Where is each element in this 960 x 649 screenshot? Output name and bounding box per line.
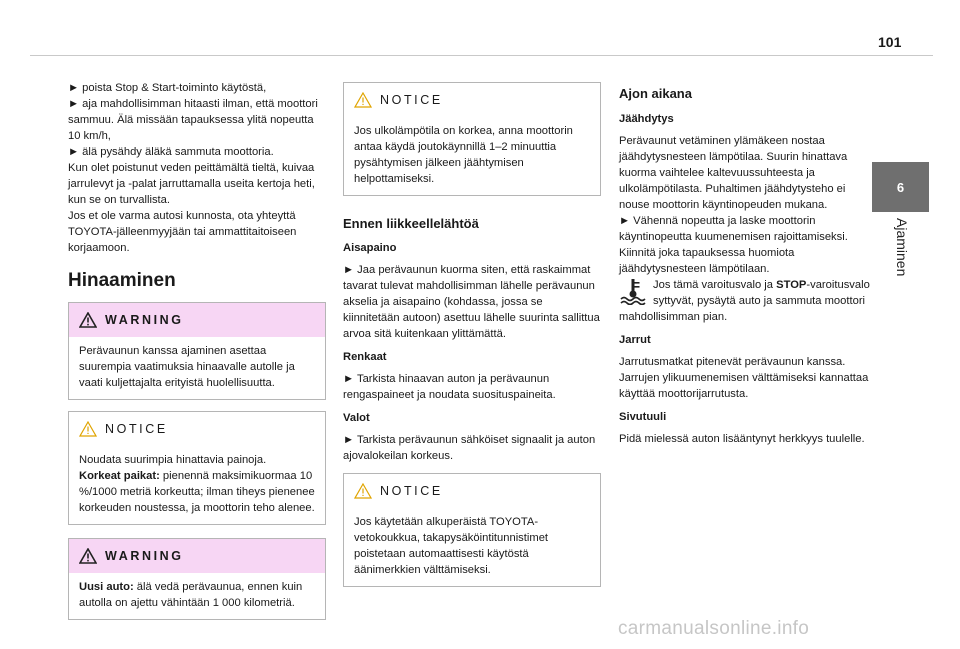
- subheading-brakes: Jarrut: [619, 334, 651, 346]
- icon-text-bold: STOP: [776, 279, 807, 291]
- notice-triangle-icon: [354, 483, 372, 499]
- notice-text: Jos ulkolämpötila on korkea, anna moottorin antaa käydä joutokäynnillä 1–2 minuuttia pysähtymisen jälkeen jäähtymisen helpottamiseksi.: [354, 125, 573, 185]
- notice-triangle-icon: [354, 92, 372, 108]
- paragraph: Perävaunut vetäminen ylämäkeen nostaa jäähdytysnesteen lämpötilaa. Suurin hinattava kuorma vaihtelee kaltevuussuhteesta ja ulkolämpötilasta. Puhaltimen jäähdytysteho ei nouse moottorin käyntinopeuden mukana.: [619, 135, 848, 211]
- subheading-cooling: Jäähdytys: [619, 113, 674, 125]
- notice-title: NOTICE: [105, 422, 168, 436]
- watermark: carmanualsonline.info: [618, 618, 810, 639]
- coolant-temperature-icon: [619, 277, 647, 305]
- section-heading-while-driving: Ajon aikana: [619, 86, 692, 101]
- warning-box: [68, 302, 326, 400]
- warning-header: [69, 539, 325, 573]
- bold-label: Korkeat paikat:: [79, 470, 160, 482]
- section-heading-before-driving: Ennen liikkeellelähtöä: [343, 216, 479, 231]
- notice-text: Jos käytetään alkuperäistä TOYOTA-vetokoukkua, takapysäköintitunnistimet poistetaan automaattisesti käytöstä äänimerkkien välttämiseksi.: [354, 516, 549, 576]
- column-right: [619, 80, 877, 447]
- chapter-tab[interactable]: [872, 162, 929, 212]
- subheading-tyres: Renkaat: [343, 351, 387, 363]
- warning-title: WARNING: [105, 549, 184, 563]
- paragraph: ► poista Stop & Start-toiminto käytöstä,: [68, 82, 267, 94]
- notice-triangle-icon: [79, 421, 97, 437]
- notice-header: [69, 412, 325, 446]
- chapter-label: [890, 218, 914, 308]
- warning-text-rest: älä vedä perävaunua, ennen kuin autolla on ajettu vähintään 1 000 kilometriä.: [79, 581, 303, 609]
- bold-label: Uusi auto:: [79, 581, 134, 593]
- paragraph: Pidä mielessä auton lisääntynyt herkkyys tuulelle.: [619, 433, 865, 445]
- chapter-number: 6: [896, 179, 905, 195]
- notice-header: [344, 474, 600, 508]
- paragraph: Jos et ole varma autosi kunnosta, ota yhteyttä TOYOTA-jälleenmyyjään tai ammattitaitoiseen korjaamoon.: [68, 210, 297, 254]
- paragraph: Kun olet poistunut veden peittämältä tieltä, kuivaa jarrulevyt ja -palat jarruttamalla useita kertoja heti, kun se on turvallista.: [68, 162, 315, 206]
- column-left: [68, 80, 326, 620]
- warning-triangle-icon: [79, 312, 97, 328]
- paragraph: ► Jaa perävaunun kuorma siten, että raskaimmat tavarat tulevat mahdollisimman lähelle perävaunun akselia ja aisapaino (kohdassa, jossa se kiinnitetään autoon) asettuu lähelle suurinta sallittua arvoa sitä kuitenkaan ylittämättä.: [343, 264, 600, 340]
- paragraph: ► älä pysähdy äläkä sammuta moottoria.: [68, 146, 274, 158]
- notice-box: [68, 411, 326, 525]
- paragraph: Jarrutusmatkat pitenevät perävaunun kanssa. Jarrujen ylikuumenemisen välttämiseksi kannattaa käyttää moottorijarrutusta.: [619, 356, 869, 400]
- notice-text-2: [79, 468, 315, 516]
- notice-title: NOTICE: [380, 93, 443, 107]
- notice-box: [343, 473, 601, 587]
- header-divider: [30, 55, 933, 56]
- paragraph: ► Tarkista perävaunun sähköiset signaalit ja auton ajovalokeilan korkeus.: [343, 434, 596, 462]
- warning-box: [68, 538, 326, 620]
- icon-text-b: -varoitusvalo syttyvät, pysäytä auto ja sammuta moottori mahdollisimman pian.: [619, 279, 870, 323]
- section-heading-towing: Hinaaminen: [68, 270, 176, 291]
- notice-box: [343, 82, 601, 196]
- paragraph-with-icon: [619, 277, 877, 325]
- chapter-label-text: Ajaminen: [894, 218, 910, 277]
- notice-text-rest: pienennä maksimikuormaa 10 %/1000 metriä korkeutta; ilman tiheys pienenee korkeuden noustessa, ja moottorin teho alenee.: [79, 470, 315, 514]
- notice-header: [344, 83, 600, 117]
- subheading-lights: Valot: [343, 412, 370, 424]
- notice-text: Noudata suurimpia hinattavia painoja.: [79, 454, 267, 466]
- warning-triangle-icon: [79, 548, 97, 564]
- icon-text-a: Jos tämä varoitusvalo ja: [653, 279, 777, 291]
- paragraph: ► Tarkista hinaavan auton ja perävaunun rengaspaineet ja noudata suosituspaineita.: [343, 373, 556, 401]
- column-middle: [343, 80, 601, 587]
- page-number: 101: [878, 34, 902, 50]
- warning-text: [79, 579, 315, 611]
- notice-title: NOTICE: [380, 484, 443, 498]
- paragraph: ► Vähennä nopeutta ja laske moottorin käyntinopeutta kuumenemisen rajoittamiseksi.: [619, 215, 848, 243]
- warning-header: [69, 303, 325, 337]
- paragraph: Kiinnitä joka tapauksessa huomiota jäähdytysnesteen lämpötilaan.: [619, 247, 795, 275]
- subheading-crosswind: Sivutuuli: [619, 411, 667, 423]
- warning-title: WARNING: [105, 313, 184, 327]
- warning-text: Perävaunun kanssa ajaminen asettaa suurempia vaatimuksia hinaavalle autolle ja vaati kuljettajalta erityistä huolellisuutta.: [79, 345, 295, 389]
- subheading-drawbar-load: Aisapaino: [343, 242, 397, 254]
- paragraph: ► aja mahdollisimman hitaasti ilman, että moottori sammuu. Älä missään tapauksessa ylitä nopeutta 10 km/h,: [68, 98, 318, 142]
